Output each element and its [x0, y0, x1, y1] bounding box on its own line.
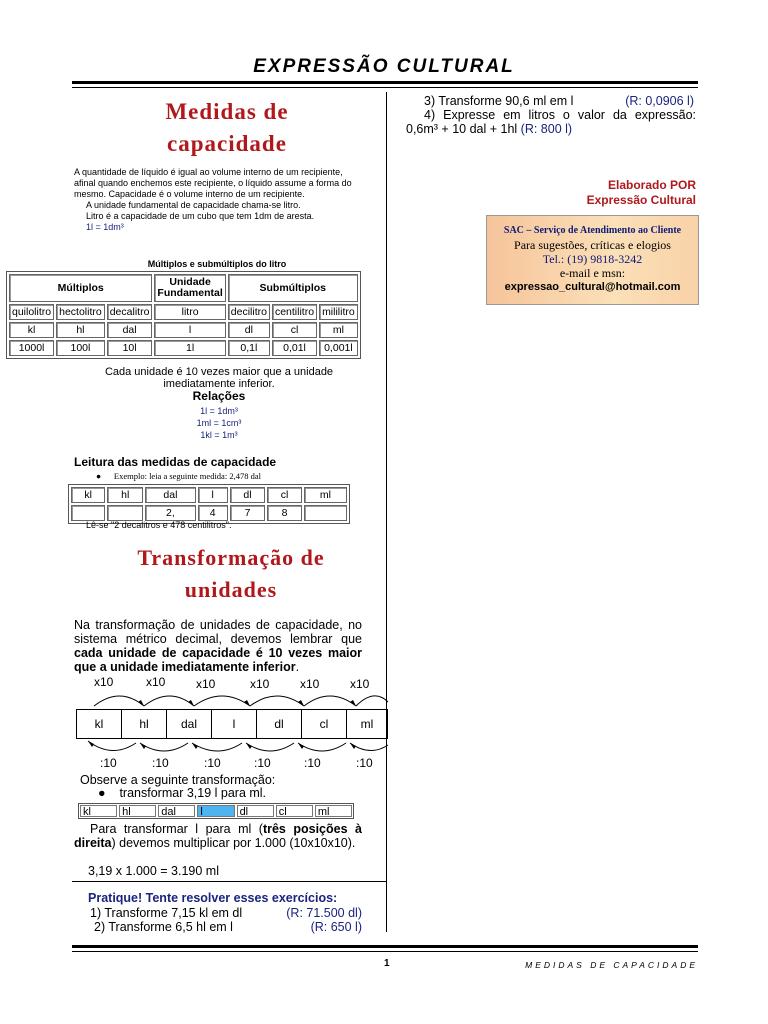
leitura-title: Leitura das medidas de capacidade [74, 455, 277, 469]
exercise-4: 4) Expresse em litros o valor da expressão: 0,6m³ + 10 dal + 1hl (R: 800 l) [406, 108, 696, 136]
section-title-transformacao: Transformação de unidades [137, 545, 325, 602]
units-table [6, 271, 361, 359]
x10-label: x10 [350, 677, 370, 691]
exercise-1: 1) Transforme 7,15 kl em dl (R: 71.500 dl) [90, 906, 362, 920]
cada-unidade-text: Cada unidade é 10 vezes maior que a unidade imediatamente inferior. [104, 366, 334, 390]
highlight-unit-strip: kl hl dal l dl cl ml [78, 803, 354, 819]
footer-title: MEDIDAS DE CAPACIDADE [525, 960, 698, 970]
header-submultiplos: Submúltiplos [228, 274, 358, 302]
divider [72, 881, 386, 882]
header-rule [72, 81, 698, 84]
unit-box-ml: ml [346, 709, 388, 739]
x10-label: x10 [196, 677, 216, 691]
bullet-transform: ● transformar 3,19 l para ml. [98, 786, 267, 800]
div10-label: :10 [100, 756, 117, 770]
para-transformar: Para transformar l para ml (três posições à direita) devemos multiplicar por 1.000 (10x10x10). [74, 822, 362, 850]
footer-rule [72, 945, 698, 948]
sac-contact-box: SAC – Serviço de Atendimento ao Cliente Para sugestões, críticas e elogios Tel.: (19) 9818-3242 e-mail e msn: expressao_cultural@hotmail.com [486, 215, 699, 305]
table-caption: Múltiplos e submúltiplos do litro [147, 259, 287, 269]
header-unidade: Unidade Fundamental [154, 274, 225, 302]
le-se-text: Lê-se "2 decalitros e 478 centilitros". [86, 520, 232, 530]
calc-text: 3,19 x 1.000 = 3.190 ml [88, 864, 219, 878]
page-number: 1 [384, 958, 390, 969]
footer-rule-thin [72, 951, 698, 952]
header-rule-thin [72, 87, 698, 88]
x10-label: x10 [146, 675, 166, 689]
unit-box-hl: hl [121, 709, 167, 739]
unit-box-dl: dl [256, 709, 302, 739]
highlighted-unit-l: l [197, 805, 234, 817]
exemplo-text: ● Exemplo: leia a seguinte medida: 2,478 dal [96, 471, 261, 481]
exercise-2: 2) Transforme 6,5 hl em l (R: 650 l) [94, 920, 362, 934]
page-header-title: EXPRESSÃO CULTURAL [253, 56, 515, 77]
column-divider [386, 92, 387, 932]
unit-box-dal: dal [166, 709, 212, 739]
table-row: kl hl dal l dl cl ml [9, 322, 358, 338]
unit-box-cl: cl [301, 709, 347, 739]
div10-label: :10 [304, 756, 321, 770]
table-row: 1000l 100l 10l 1l 0,1l 0,01l 0,001l [9, 340, 358, 356]
exercise-3: 3) Transforme 90,6 ml em l (R: 0,0906 l) [424, 94, 694, 108]
transf-paragraph: Na transformação de unidades de capacidade, no sistema métrico decimal, devemos lembrar que cada unidade de capacidade é 10 vezes maior que a unidade imediatamente inferior. [74, 618, 362, 674]
x10-label: x10 [300, 677, 320, 691]
div10-label: :10 [356, 756, 373, 770]
unit-box-kl: kl [76, 709, 122, 739]
unit-box-l: l [211, 709, 257, 739]
elaborado-por: Elaborado POR Expressão Cultural [586, 178, 696, 207]
div10-label: :10 [152, 756, 169, 770]
intro-paragraph: A quantidade de líquido é igual ao volume interno de um recipiente, afinal quando enchemos este recipiente, o líquido assume a forma do mesmo. Capacidade é o volume interno de um recipiente. A unidade fundamental de capacidade chama-se litro. Litro é a capacidade de um cubo que tem 1dm de aresta. 1l = 1dm³ [74, 167, 352, 232]
table-row: 2, 4 7 8 [71, 505, 347, 521]
table-row: quilolitro hectolitro decalitro litro decilitro centilitro mililitro [9, 304, 358, 320]
div10-arrows [72, 737, 390, 759]
leitura-table [68, 484, 350, 524]
div10-label: :10 [204, 756, 221, 770]
x10-label: x10 [250, 677, 270, 691]
pratique-title: Pratique! Tente resolver esses exercícios: [88, 891, 338, 905]
header-multiplos: Múltiplos [9, 274, 152, 302]
div10-label: :10 [254, 756, 271, 770]
relacoes-title: Relações [192, 389, 246, 403]
section-title-medidas: Medidas de capacidade [165, 99, 289, 156]
table-row: kl hl dal l dl cl ml [71, 487, 347, 503]
x10-label: x10 [94, 675, 114, 689]
observe-text: Observe a seguinte transformação: [80, 773, 276, 787]
relacoes-list: 1l = 1dm³ 1ml = 1cm³ 1kl = 1m³ [196, 406, 242, 440]
sac-email[interactable]: expressao_cultural@hotmail.com [504, 281, 681, 293]
